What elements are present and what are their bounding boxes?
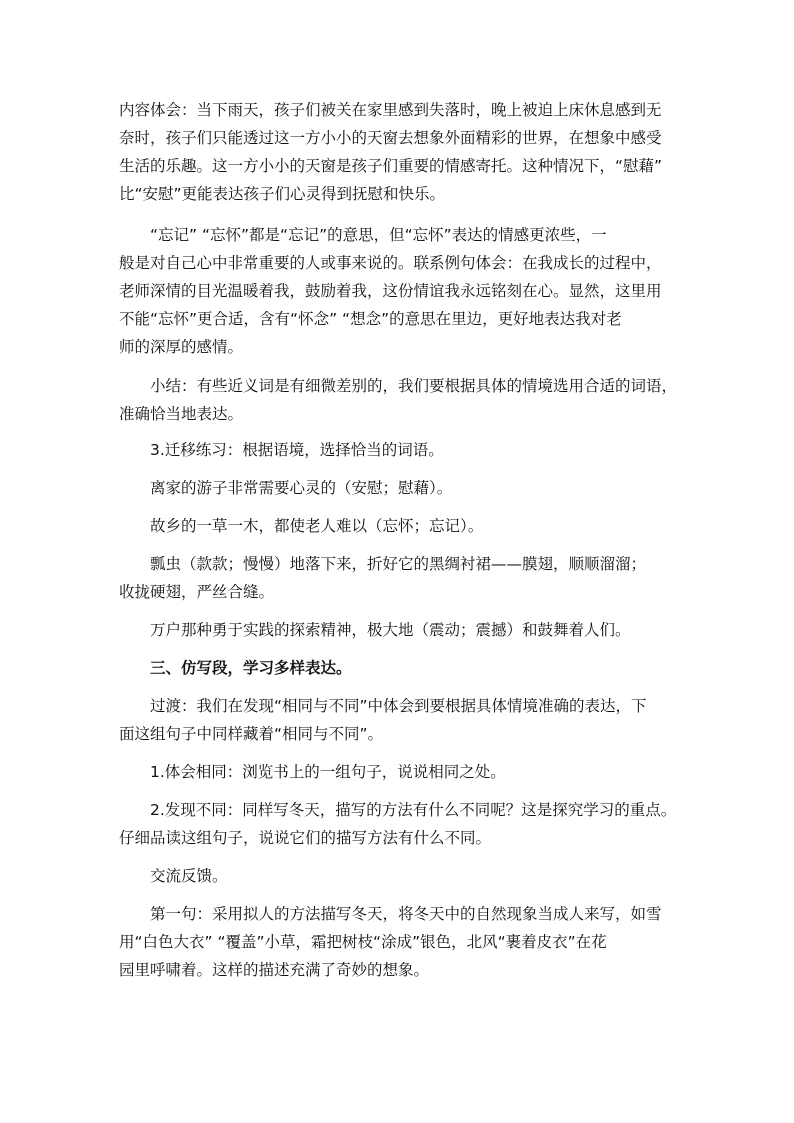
text-line: 第一句：采用拟人的方法描写冬天，将冬天中的自然现象当成人来写，如雪 <box>150 905 662 923</box>
step-2-paragraph <box>119 796 679 852</box>
exercise-1-paragraph <box>119 474 679 502</box>
text-line: 老师深情的目光温暖着我，鼓励着我，这份情谊我永远铭刻在心。显然，这里用 <box>119 282 662 300</box>
text-line: 瓢虫（款款；慢慢）地落下来，折好它的黑绸衬裙——膜翅，顺顺溜溜； <box>150 555 647 573</box>
text-line: 2.发现不同：同样写冬天，描写的方法有什么不同呢？这是探究学习的重点。 <box>150 801 677 819</box>
text-line: 离家的游子非常需要心灵的（安慰；慰藉）。 <box>150 479 453 497</box>
first-sentence-paragraph <box>119 900 679 984</box>
text-line: 内容体会：当下雨天，孩子们被关在家里感到失落时，晚上被迫上床休息感到无 <box>119 101 662 119</box>
text-line: 般是对自己心中非常重要的人或事来说的。联系例句体会：在我成长的过程中， <box>119 254 662 272</box>
text-line: 生活的乐趣。这一方小小的天窗是孩子们重要的情感寄托。这种情况下，“慰藉” <box>119 157 663 175</box>
text-line: 仔细品读这组句子，说说它们的描写方法有什么不同。 <box>119 829 492 847</box>
text-line: “忘记” “忘怀”都是“忘记”的意思，但“忘怀”表达的情感更浓些，一 <box>150 226 607 244</box>
transition-paragraph <box>119 692 679 748</box>
text-line: 不能“忘怀”更合适，含有“怀念” “想念”的意思在里边，更好地表达我对老 <box>119 310 622 328</box>
summary-paragraph <box>119 372 679 428</box>
text-line: 园里呼啸着。这样的描述充满了奇妙的想象。 <box>119 961 430 979</box>
feedback-paragraph <box>119 862 679 890</box>
exercise-2-paragraph <box>119 512 679 540</box>
text-line: 小结：有些近义词是有细微差别的，我们要根据具体的情境选用合适的词语， <box>150 377 678 395</box>
text-line: 过渡：我们在发现“相同与不同”中体会到要根据具体情境准确的表达，下 <box>150 697 647 715</box>
text-line: 1.体会相同：浏览书上的一组句子，说说相同之处。 <box>150 763 506 781</box>
text-line: 故乡的一草一木，都使老人难以（忘怀；忘记）。 <box>150 517 484 535</box>
text-line: 准确恰当地表达。 <box>119 405 244 423</box>
text-line: 万户那种勇于实践的探索精神，极大地（震动；震撼）和鼓舞着人们。 <box>150 621 631 639</box>
text-line: 收拢硬翅，严丝合缝。 <box>119 583 275 601</box>
section-three-heading <box>119 654 679 682</box>
text-line: 用“白色大衣” “覆盖”小草，霜把树枝“涂成”银色，北风“裹着皮衣”在花 <box>119 933 607 951</box>
text-line: 交流反馈。 <box>150 867 228 885</box>
forget-comparison-paragraph <box>119 221 679 361</box>
heading-line: 三、仿写段，学习多样表达。 <box>150 659 352 677</box>
text-line: 面这组句子中同样藏着“相同与不同”。 <box>119 725 384 743</box>
text-line: 3.迁移练习：根据语境，选择恰当的词语。 <box>150 441 444 459</box>
content-experience-paragraph <box>119 96 679 208</box>
step-1-paragraph <box>119 758 679 786</box>
text-line: 奈时，孩子们只能透过这一方小小的天窗去想象外面精彩的世界，在想象中感受 <box>119 129 662 147</box>
exercise-4-paragraph <box>119 616 679 644</box>
text-line: 比“安慰”更能表达孩子们心灵得到抚慰和快乐。 <box>119 185 446 203</box>
text-line: 师的深厚的感情。 <box>119 338 244 356</box>
exercise-3-paragraph <box>119 550 679 606</box>
transfer-exercise-paragraph <box>119 436 679 464</box>
